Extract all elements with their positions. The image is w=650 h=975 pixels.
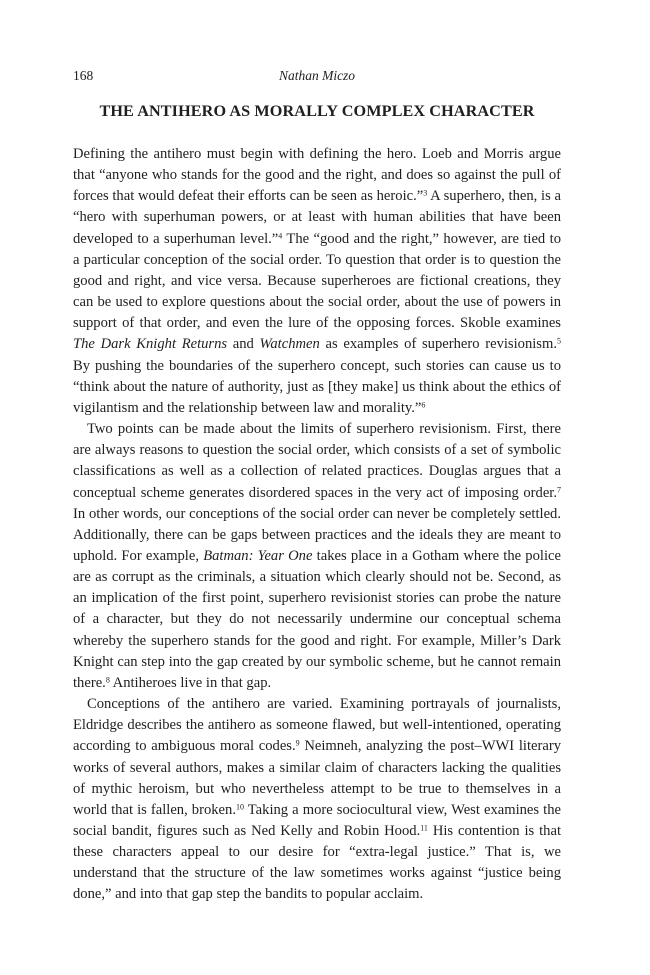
work-title: Batman: Year One — [203, 547, 313, 564]
text-run: The “good and the right,” however, are tied to a particular conception of the social order. To question that order is to question the good and right, and vice versa. Because superheroes are fictional creations, they can be used to explore questions about the social order, about the use of powers in support of that order, and even the lure of the opposing forces. Skoble examines — [73, 230, 561, 332]
paragraph — [73, 694, 561, 906]
footnote-ref: 8 — [105, 675, 110, 685]
footnote-ref: 4 — [278, 231, 283, 241]
footnote-ref: 5 — [556, 337, 561, 347]
text-run: A superhero, then, is a “hero with superhuman powers, or at least with human abilities that have been developed to a superhuman level.” — [73, 188, 561, 247]
running-head — [73, 68, 561, 88]
body-text — [73, 144, 561, 906]
work-title: Watchmen — [259, 336, 320, 353]
text-run: His contention is that these characters appeal to our desire for “extra-legal justice.” That is, we understand that the structure of the law sometimes works against “justice being done,” and into that gap step the bandits to popular acclaim. — [73, 823, 561, 903]
text-run: and — [227, 336, 260, 353]
section-heading: THE ANTIHERO AS MORALLY COMPLEX CHARACTER — [99, 102, 535, 120]
footnote-ref: 9 — [295, 738, 300, 748]
text-run: By pushing the boundaries of the superhero concept, such stories can cause us to “think about the nature of authority, just as [they make] us think about the ethics of vigilantism and the relationship between law and morality.” — [73, 357, 561, 416]
footnote-ref: 10 — [235, 802, 244, 812]
paragraph — [73, 419, 561, 694]
footnote-ref: 11 — [420, 823, 428, 833]
paragraph — [73, 144, 561, 419]
page-number: 168 — [73, 68, 94, 83]
text-run: as examples of superhero revisionism. — [319, 336, 557, 353]
text-run: Taking a more sociocultural view, West examines the social bandit, figures such as Ned Kelly and Robin Hood. — [73, 801, 561, 839]
footnote-ref: 7 — [557, 485, 561, 495]
text-run: Two points can be made about the limits of superhero revisionism. First, there are always reasons to question the social order, which consists of a set of symbolic classifications as well as a collection of related practices. Douglas argues that a conceptual scheme generates disordered spaces in the very act of imposing order. — [73, 421, 561, 501]
running-head-author: Nathan Miczo — [278, 68, 356, 83]
text-run: takes place in a Gotham where the police are as corrupt as the criminals, a situation which clearly should not be. Second, as an implication of the first point, superhero revisionist stories can probe the nature of a character, but they do not necessarily undermine our conceptual schema whereby the superhero stands for the good and right. For example, Miller’s Dark Knight can step into the gap created by our symbolic scheme, but he cannot remain there. — [73, 547, 561, 691]
text-run: Neimneh, analyzing the post–WWI literary works of several authors, makes a similar claim of characters lacking the qualities of mythic heroism, but who nevertheless attempt to be true to themselves in a world that is fallen, broken. — [73, 738, 561, 818]
text-run: Conceptions of the antihero are varied. Examining portrayals of journalists, Eldridge describes the antihero as someone flawed, but well-intentioned, operating according to ambiguous moral codes. — [73, 696, 561, 755]
footnote-ref: 6 — [421, 400, 426, 410]
work-title: The Dark Knight Returns — [73, 336, 228, 353]
footnote-ref: 3 — [423, 188, 428, 198]
text-run: Antiheroes live in that gap. — [109, 674, 272, 691]
text-run: Defining the antihero must begin with defining the hero. Loeb and Morris argue that “anyone who stands for the good and the right, and does so against the pull of forces that would defeat their efforts can be seen as heroic.” — [73, 146, 561, 205]
text-run: In other words, our conceptions of the social order can never be completely settled. Additionally, there can be gaps between practices and the ideals they are meant to uphold. For example, — [73, 505, 561, 564]
